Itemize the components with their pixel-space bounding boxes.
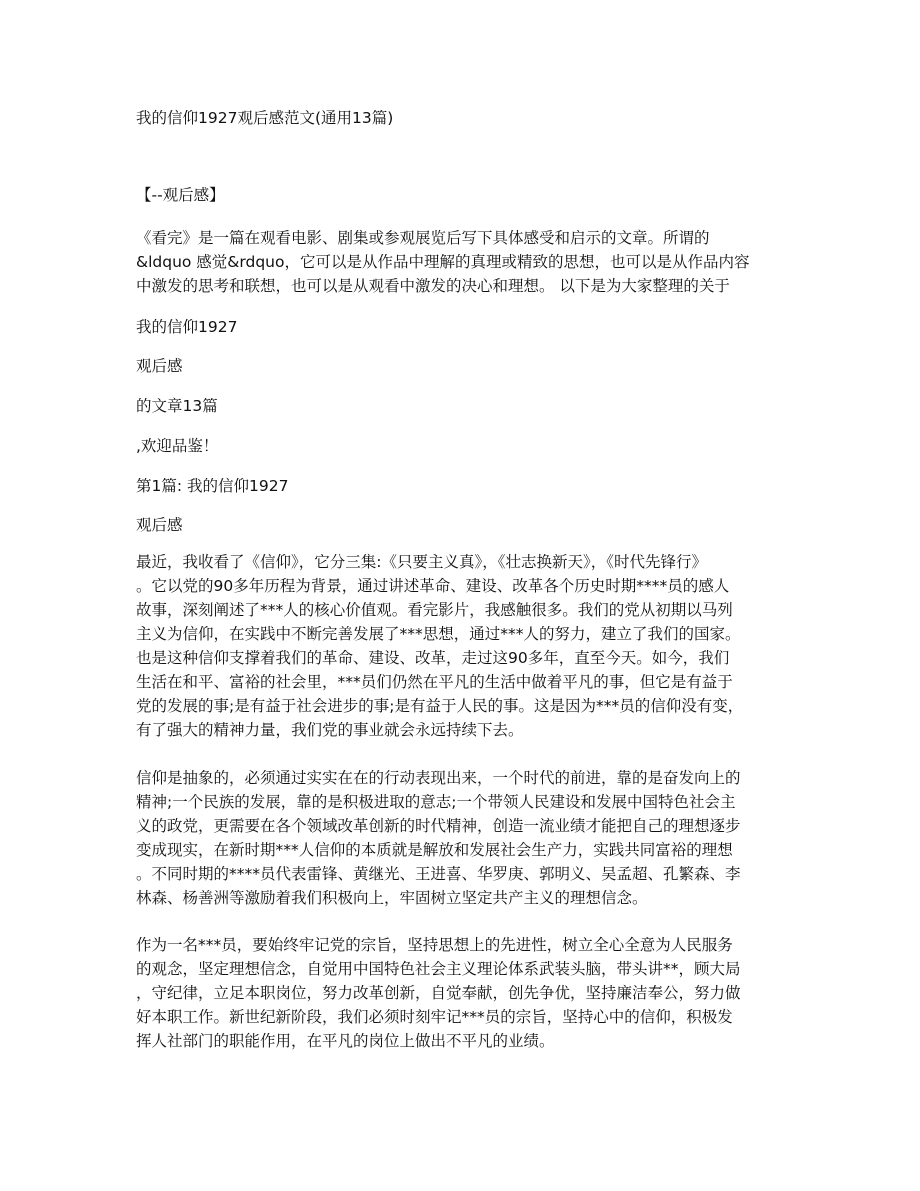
body-paragraph-2 [136,766,786,910]
intro-line: 《看完》是一篇在观看电影、剧集或参观展览后写下具体感受和启示的文章。所谓的 [136,229,710,247]
paragraph-line: 也是这种信仰支撑着我们的革命、建设、改革，走过这90多年，直至今天。如今，我们 [136,649,730,667]
title-fragment: 的文章13篇 [136,397,218,415]
document-title: 我的信仰1927观后感范文(通用13篇) [136,109,394,127]
paragraph-line: 。不同时期的****员代表雷锋、黄继光、王进喜、华罗庚、郭明义、吴孟超、孔繁森、李 [136,865,741,883]
paragraph-line: ，守纪律，立足本职岗位，努力改革创新，自觉奉献，创先争优，坚持廉洁奉公，努力做 [136,984,741,1002]
paragraph-line: 好本职工作。新世纪新阶段，我们必须时刻牢记***员的宗旨，坚持心中的信仰，积极发 [136,1008,733,1026]
paragraph-line: 作为一名***员，要始终牢记党的宗旨，坚持思想上的先进性，树立全心全意为人民服务 [136,936,733,954]
paragraph-line: 党的发展的事;是有益于社会进步的事;是有益于人民的事。这是因为***员的信仰没有变， [136,697,744,715]
body-paragraph-3 [136,933,786,1053]
paragraph-line: 义的政党，更需要在各个领域改革创新的时代精神，创造一流业绩才能把自己的理想逐步 [136,817,741,835]
paragraph-line: 生活在和平、富裕的社会里，***员们仍然在平凡的生活中做着平凡的事，但它是有益于 [136,673,733,691]
paragraph-line: 变成现实，在新时期***人信仰的本质就是解放和发展社会生产力，实践共同富裕的理想 [136,841,733,859]
intro-line: 中激发的思考和联想，也可以是从观看中激发的决心和理想。 以下是为大家整理的关于 [136,277,730,295]
paragraph-line: 精神;一个民族的发展，靠的是积极进取的意志;一个带领人民建设和发展中国特色社会主 [136,793,736,811]
title-fragment: 观后感 [136,357,183,375]
intro-line: &ldquo 感觉&rdquo，它可以是从作品中理解的真理或精致的思想，也可以是从作品内容 [136,253,750,271]
title-fragment: ,欢迎品鉴！ [136,437,219,455]
category-tag: 【--观后感】 [136,186,225,204]
intro-paragraph [136,226,786,298]
paragraph-line: 故事，深刻阐述了***人的核心价值观。看完影片，我感触很多。我们的党从初期以马列 [136,601,733,619]
paragraph-line: 挥人社部门的职能作用，在平凡的岗位上做出不平凡的业绩。 [136,1032,555,1050]
section-heading: 第1篇: 我的信仰1927 [136,477,289,495]
paragraph-line: 主义为信仰，在实践中不断完善发展了***思想，通过***人的努力，建立了我们的国家。 [136,625,741,643]
paragraph-line: 林森、杨善洲等激励着我们积极向上，牢固树立坚定共产主义的理想信念。 [136,889,648,907]
paragraph-line: 的观念，坚定理想信念，自觉用中国特色社会主义理论体系武装头脑，带头讲**，顾大局 [136,960,741,978]
paragraph-line: 最近，我收看了《信仰》，它分三集:《只要主义真》，《壮志换新天》，《时代先锋行》 [136,553,707,571]
section-heading-continued: 观后感 [136,516,183,534]
paragraph-line: 信仰是抽象的，必须通过实实在在的行动表现出来，一个时代的前进，靠的是奋发向上的 [136,769,741,787]
title-fragment: 我的信仰1927 [136,318,238,336]
paragraph-line: 。它以党的90多年历程为背景，通过讲述革命、建设、改革各个历史时期****员的感人 [136,577,730,595]
paragraph-line: 有了强大的精神力量，我们党的事业就会永远持续下去。 [136,721,524,739]
body-paragraph-1 [136,550,786,742]
